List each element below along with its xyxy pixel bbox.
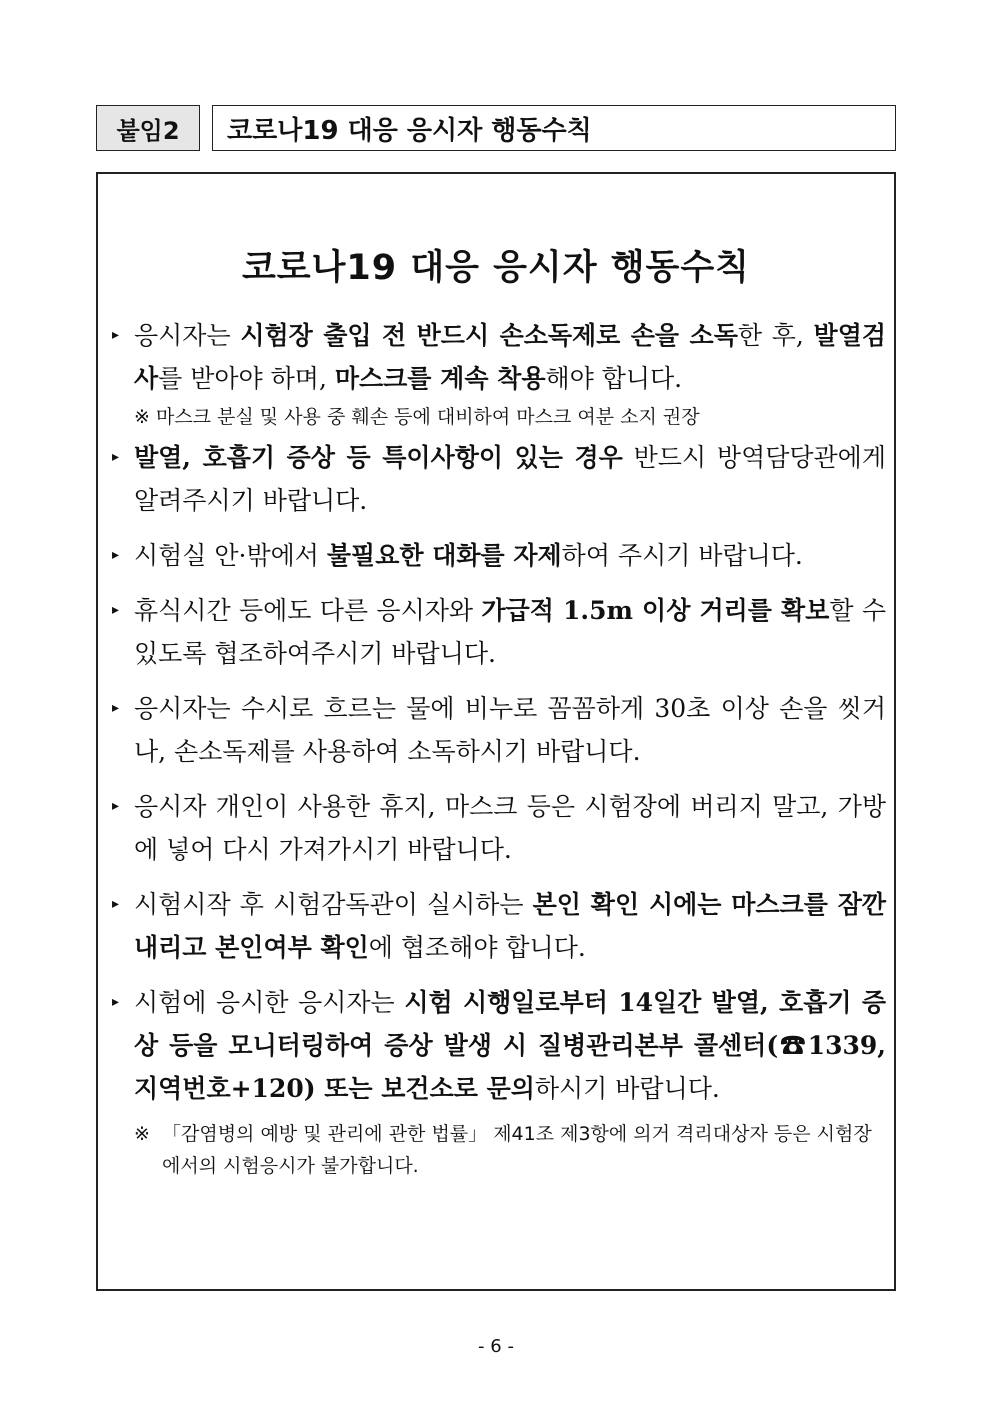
bullet-icon: ▸ bbox=[112, 994, 120, 1010]
page-number: - 6 - bbox=[478, 1336, 514, 1357]
bullet-icon: ▸ bbox=[112, 798, 120, 814]
list-item: ▸ 응시자는 수시로 흐르는 물에 비누로 꼼꼼하게 30초 이상 손을 씻거나, 손소독제를 사용하여 소독하시기 바랍니다. bbox=[110, 687, 886, 773]
list-item: ▸ 시험시작 후 시험감독관이 실시하는 본인 확인 시에는 마스크를 잠깐 내리고 본인여부 확인에 협조해야 합니다. bbox=[110, 883, 886, 969]
note-mark: ※ bbox=[134, 1123, 150, 1145]
bullet-icon: ▸ bbox=[112, 700, 120, 716]
list-item: ▸ 응시자는 시험장 출입 전 반드시 손소독제로 손을 소독한 후, 발열검사를 받아야 하며, 마스크를 계속 착용해야 합니다. bbox=[110, 314, 886, 400]
list-item: ▸ 발열, 호흡기 증상 등 특이사항이 있는 경우 반드시 방역담당관에게 알려주시기 바랍니다. bbox=[110, 436, 886, 522]
law-note: ※ 「감염병의 예방 및 관리에 관한 법률」 제41조 제3항에 의거 격리대상자 등은 시험장에서의 시험응시가 불가합니다. bbox=[110, 1118, 886, 1182]
guideline-list bbox=[110, 314, 886, 1182]
list-item: ▸ 시험에 응시한 응시자는 시험 시행일로부터 14일간 발열, 호흡기 증상 등을 모니터링하여 증상 발생 시 질병관리본부 콜센터(☎1339, 지역번호+120) 또는 보건소로 문의하시기 바랍니다. bbox=[110, 981, 886, 1110]
list-item: ▸ 휴식시간 등에도 다른 응시자와 가급적 1.5m 이상 거리를 확보할 수 있도록 협조하여주시기 바랍니다. bbox=[110, 589, 886, 675]
bullet-icon: ▸ bbox=[112, 449, 120, 465]
content-panel bbox=[96, 172, 896, 1291]
header-title: 코로나19 대응 응시자 행동수칙 bbox=[212, 105, 896, 151]
list-item: ▸ 응시자 개인이 사용한 휴지, 마스크 등은 시험장에 버리지 말고, 가방에 넣어 다시 가져가시기 바랍니다. bbox=[110, 785, 886, 871]
list-item: ▸ 시험실 안·밖에서 불필요한 대화를 자제하여 주시기 바랍니다. bbox=[110, 534, 886, 577]
bullet-icon: ▸ bbox=[112, 327, 120, 343]
main-title: 코로나19 대응 응시자 행동수칙 bbox=[242, 248, 750, 288]
mask-note: ※ 마스크 분실 및 사용 중 훼손 등에 대비하여 마스크 여분 소지 권장 bbox=[134, 406, 700, 428]
attachment-tag: 붙임2 bbox=[96, 105, 200, 151]
bullet-icon: ▸ bbox=[112, 547, 120, 563]
bullet-icon: ▸ bbox=[112, 602, 120, 618]
bullet-icon: ▸ bbox=[112, 896, 120, 912]
